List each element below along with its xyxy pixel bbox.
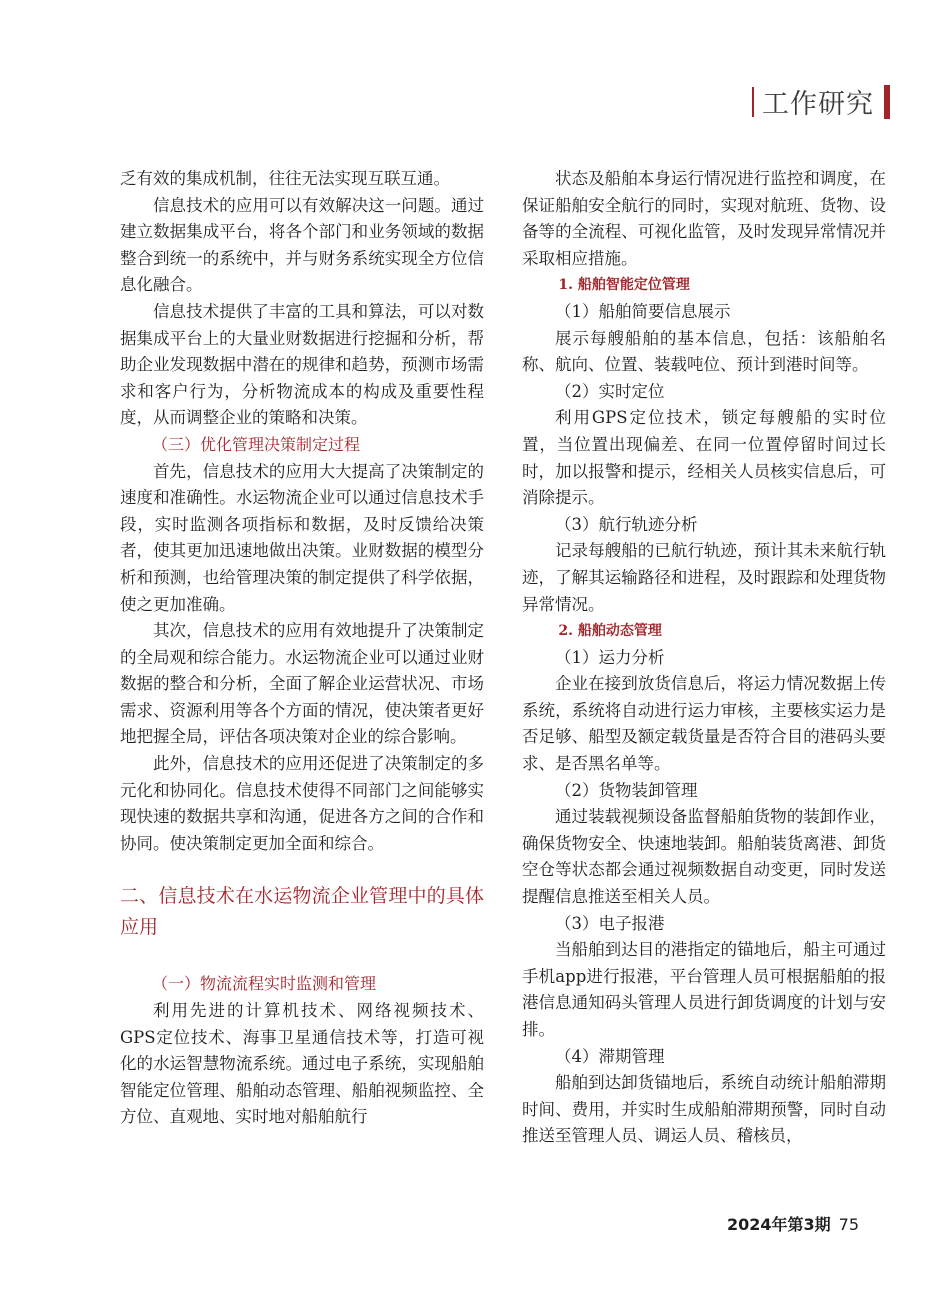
item-title: （3）电子报港 [555,913,665,933]
item-title: （4）滞期管理 [555,1046,665,1066]
page-number: 75 [838,1215,860,1234]
paragraph: 信息技术提供了丰富的工具和算法，可以对数据集成平台上的大量业财数据进行挖掘和分析，帮助企业发现数据中潜在的规律和趋势，预测市场需求和客户行为，分析物流成本的构成及重要性程度，从而调整企业的策略和决策。 [120,301,484,428]
section-header [752,82,890,121]
item-title: （2）货物装卸管理 [555,780,698,800]
paragraph: 首先，信息技术的应用大大提高了决策制定的速度和准确性。水运物流企业可以通过信息技术手段，实时监测各项指标和数据，及时反馈给决策者，使其更加迅速地做出决策。业财数据的模型分析和预测，也给管理决策的制定提供了科学依据，使之更加准确。 [120,461,484,614]
issue-label: 2024年第3期 [727,1215,831,1234]
right-column [522,166,886,1150]
header-accent-bar [884,85,890,119]
paragraph: 状态及船舶本身运行情况进行监控和调度，在保证船舶安全航行的同时，实现对航班、货物、设备等的全流程、可视化监管，及时发现异常情况并采取相应措施。 [522,169,886,268]
page-footer [727,1212,859,1235]
section-title: 工作研究 [762,89,874,120]
header-divider [752,87,754,117]
paragraph: 此外，信息技术的应用还促进了决策制定的多元化和协同化。信息技术使得不同部门之间能够实现快速的数据共享和沟通，促进各方之间的合作和协同。使决策制定更加全面和综合。 [120,754,484,853]
left-column [120,166,484,1131]
subheading-realtime-monitoring: （一）物流流程实时监测和管理 [152,974,377,994]
heading-smart-positioning: 1. 船舶智能定位管理 [558,277,690,294]
paragraph: 利用GPS定位技术，锁定每艘船的实时位置，当位置出现偏差、在同一位置停留时间过长时，加以报警和提示，经相关人员核实信息后，可消除提示。 [522,408,886,508]
paragraph: 记录每艘船的已航行轨迹，预计其未来航行轨迹，了解其运输路径和进程，及时跟踪和处理货物异常情况。 [522,541,886,614]
paragraph: 船舶到达卸货锚地后，系统自动统计船舶滞期时间、费用，并实时生成船舶滞期预警，同时自动推送至管理人员、调运人员、稽核员， [522,1073,886,1146]
paragraph: 展示每艘船舶的基本信息，包括：该船舶名称、航向、位置、装载吨位、预计到港时间等。 [522,328,886,375]
item-title: （2）实时定位 [555,381,665,401]
paragraph: 信息技术的应用可以有效解决这一问题。通过建立数据集成平台，将各个部门和业务领域的数据整合到统一的系统中，并与财务系统实现全方位信息化融合。 [120,195,484,295]
paragraph: 企业在接到放货信息后，将运力情况数据上传系统，系统将自动进行运力审核，主要核实运力是否足够、船型及额定载货量是否符合目的港码头要求、是否黑名单等。 [522,674,886,774]
paragraph: 其次，信息技术的应用有效地提升了决策制定的全局观和综合能力。水运物流企业可以通过业财数据的整合和分析，全面了解企业运营状况、市场需求、资源利用等各个方面的情况，使决策者更好地把握全局，评估各项决策对企业的综合影响。 [120,621,484,747]
paragraph: 利用先进的计算机技术、网络视频技术、GPS定位技术、海事卫星通信技术等，打造可视化的水运智慧物流系统。通过电子系统，实现船舶智能定位管理、船舶动态管理、船舶视频监控、全方位、直观地、实时地对船舶航行 [120,1001,484,1127]
item-title: （1）船舶简要信息展示 [555,301,731,321]
subheading-optimize-decision: （三）优化管理决策制定过程 [152,434,361,454]
paragraph: 通过装载视频设备监督船舶货物的装卸作业，确保货物安全、快速地装卸。船舶装货离港、卸货空仓等状态都会通过视频数据自动变更，同时发送提醒信息推送至相关人员。 [522,807,886,907]
paragraph: 乏有效的集成机制，往往无法实现互联互通。 [120,169,450,188]
item-title: （1）运力分析 [555,647,665,667]
heading-dynamic-management: 2. 船舶动态管理 [558,623,662,640]
paragraph: 当船舶到达目的港指定的锚地后，船主可通过手机app进行报港，平台管理人员可根据船舶的报港信息通知码头管理人员进行卸货调度的计划与安排。 [522,940,886,1039]
section-heading: 二、信息技术在水运物流企业管理中的具体应用 [120,885,484,939]
item-title: （3）航行轨迹分析 [555,514,698,534]
